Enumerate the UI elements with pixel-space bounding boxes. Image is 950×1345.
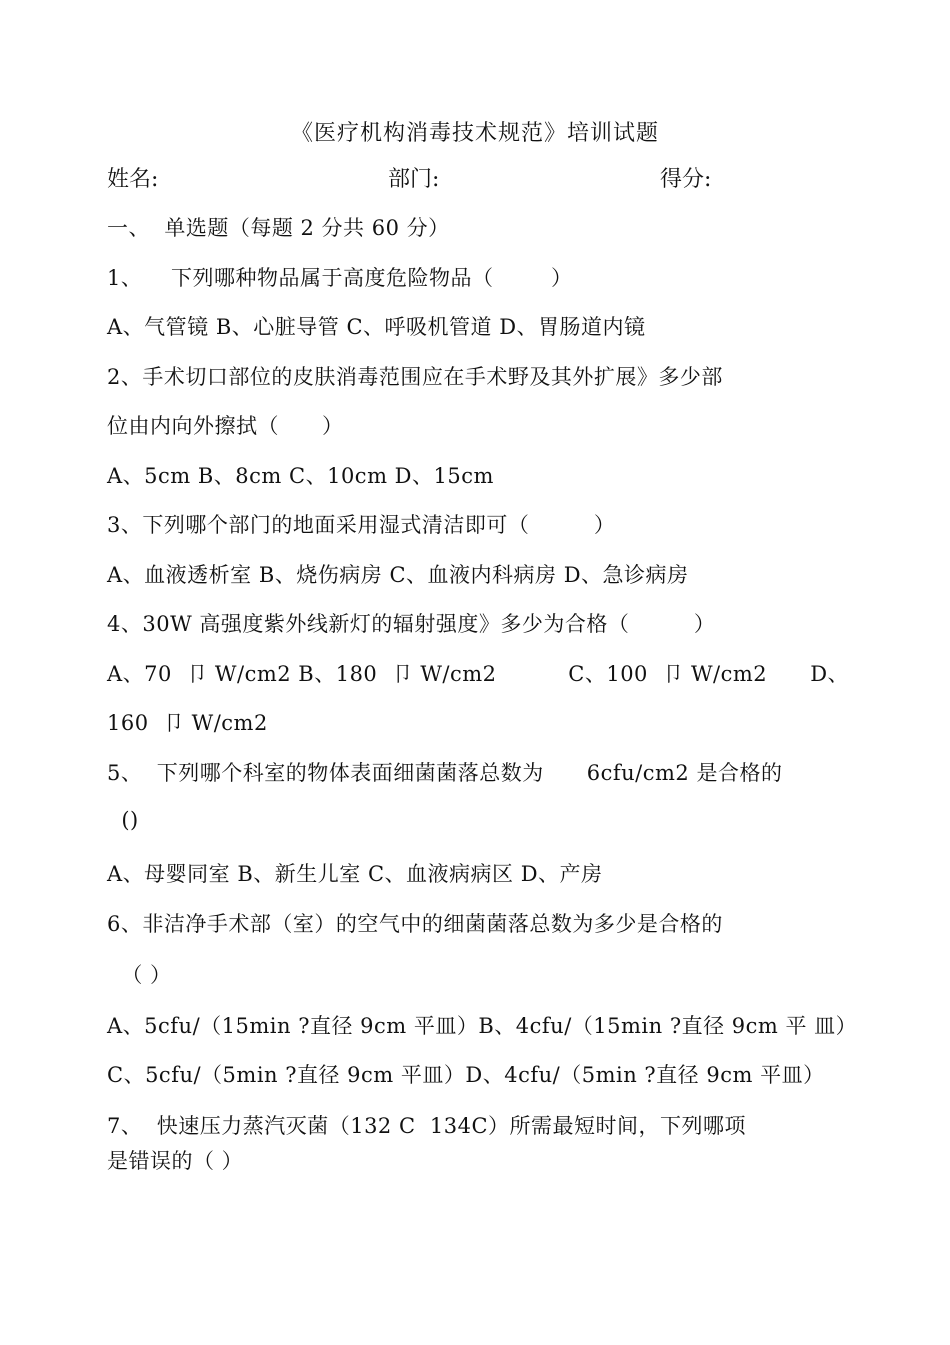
question-4: 4、30W 高强度紫外线新灯的辐射强度》多少为合格（ ）	[107, 612, 716, 636]
question-5: 5、 下列哪个科室的物体表面细菌菌落总数为 6cfu/cm2 是合格的	[107, 761, 783, 785]
question-7-continued: 是错误的（ ）	[107, 1149, 244, 1173]
question-3: 3、下列哪个部门的地面采用湿式清洁即可（ ）	[107, 513, 616, 537]
question-5-blank: ()	[107, 808, 139, 832]
question-5-options: A、母婴同室 B、新生儿室 C、血液病病区 D、产房	[107, 862, 603, 886]
name-label: 姓名:	[107, 167, 159, 192]
question-6-options-cd: C、5cfu/（5min ?直径 9cm 平皿）D、4cfu/（5min ?直径 9cm 平皿）	[107, 1063, 825, 1087]
department-label: 部门:	[388, 167, 440, 192]
document-title: 《医疗机构消毒技术规范》培训试题	[290, 121, 659, 146]
question-7: 7、 快速压力蒸汽灭菌（132 C 134C）所需最短时间，下列哪项	[107, 1114, 747, 1138]
question-6: 6、非洁净手术部（室）的空气中的细菌菌落总数为多少是合格的	[107, 912, 723, 936]
question-2-continued: 位由内向外擦拭（ ）	[107, 414, 344, 438]
score-label: 得分:	[660, 167, 712, 192]
question-3-options: A、血液透析室 B、烧伤病房 C、血液内科病房 D、急诊病房	[107, 563, 689, 587]
question-4-options-continued: 160 卩 W/cm2	[107, 711, 268, 735]
question-1: 1、 下列哪种物品属于高度危险物品（ ）	[107, 266, 573, 290]
question-4-options: A、70 卩 W/cm2 B、180 卩 W/cm2 C、100 卩 W/cm2 D、	[107, 662, 850, 686]
question-2: 2、手术切口部位的皮肤消毒范围应在手术野及其外扩展》多少部	[107, 365, 723, 389]
question-1-options: A、气管镜 B、心脏导管 C、呼吸机管道 D、胃肠道内镜	[107, 315, 646, 339]
section-heading: 一、 单选题（每题 2 分共 60 分）	[107, 216, 450, 240]
question-6-options-ab: A、5cfu/（15min ?直径 9cm 平皿）B、4cfu/（15min ?直径 9cm 平 皿）	[107, 1014, 858, 1038]
question-2-options: A、5cm B、8cm C、10cm D、15cm	[107, 464, 494, 488]
question-6-blank: （ ）	[107, 963, 172, 987]
